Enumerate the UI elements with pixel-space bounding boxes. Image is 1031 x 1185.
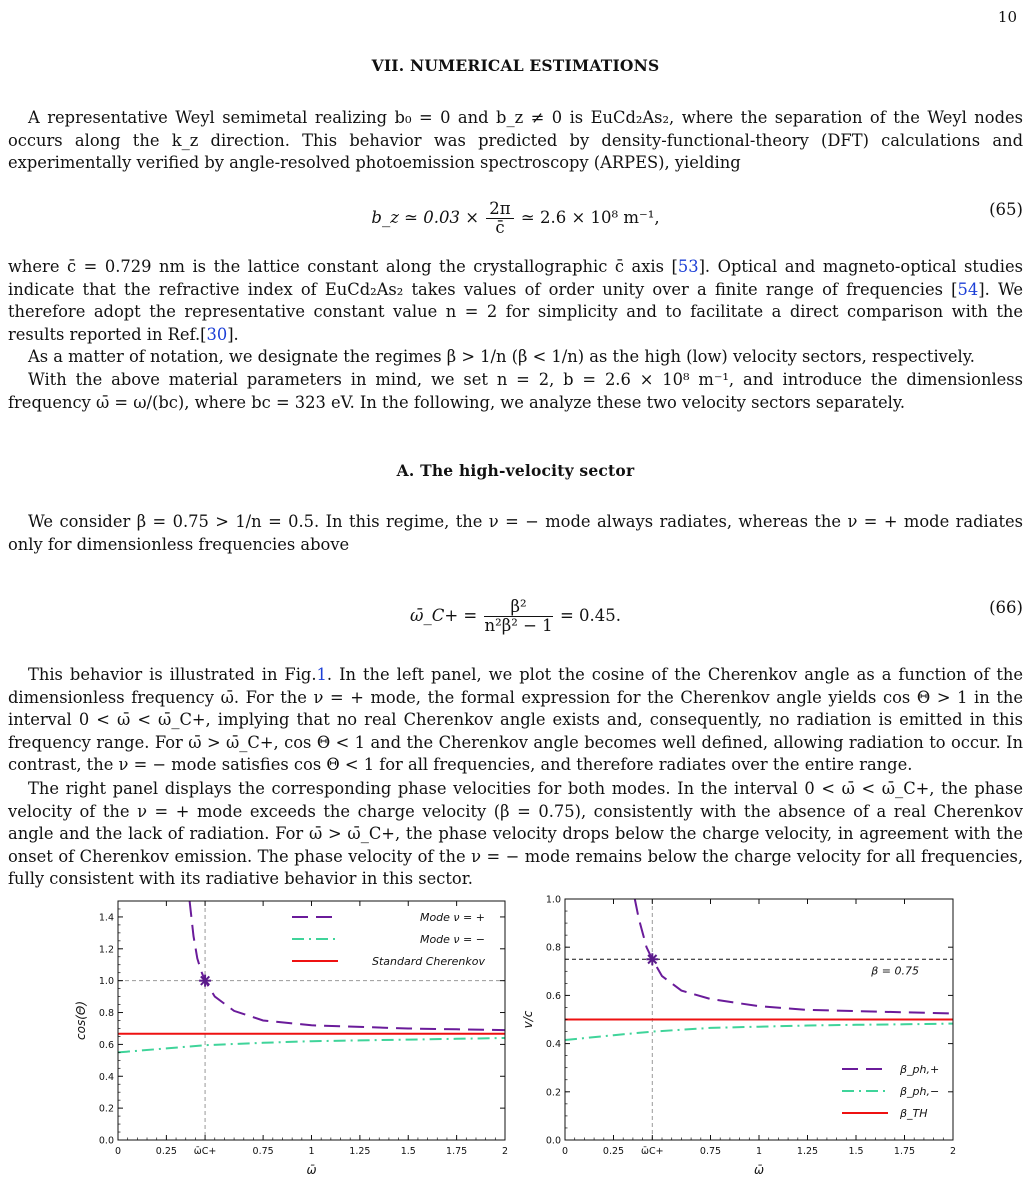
chart0-x-tick-label: 0.25 (155, 1146, 177, 1157)
chart1-x-tick-label: 0 (561, 1146, 569, 1157)
chart0-y-axis-label: cos(Θ) (74, 1001, 88, 1040)
eq65-numerator: 2π (486, 200, 513, 219)
citation-30[interactable]: 30 (206, 324, 228, 344)
chart0-x-tick-label: 1.25 (349, 1146, 371, 1157)
eq65-lhs: b_z ≃ 0.03 × (371, 208, 480, 227)
figure-reference[interactable]: 1 (316, 665, 327, 684)
subsection-heading-a: A. The high-velocity sector (396, 461, 635, 480)
chart1-x-tick-label: 1.25 (796, 1146, 819, 1157)
chart1-x-tick-label: 2 (949, 1146, 957, 1157)
chart0-y-tick-label: 0.8 (98, 1008, 114, 1020)
eq66-lhs: ω̄_C+ = (409, 606, 478, 625)
chart1-series-0-line (635, 899, 953, 1014)
chart1-x-tick-label: ω̄C+ (641, 1146, 664, 1157)
chart0-y-tick-label: 1.0 (98, 976, 114, 988)
chart0-x-tick-label: 2 (501, 1146, 509, 1157)
p6-text-b: . In the left panel, we plot the cosine of the Cherenkov angle as a function of the dimensionless frequency ω̄. For the ν = + mode, the formal expression for the Cherenkov angle yields cos Θ > 1 in the interval 0 < ω̄ < ω̄_C+, implying that no real Cherenkov angle exists and, consequently, no radiation is emitted in this frequency range. For ω̄ > ω̄_C+, cos Θ < 1 and the Cherenkov angle becomes well defined, allowing radiation to occur. In contrast, the ν = − mode satisfies cos Θ < 1 for all frequencies, and therefore radiates over the entire range. (8, 665, 1023, 775)
chart0-y-tick-label: 0.6 (98, 1039, 114, 1051)
chart0-x-tick-label: ω̄C+ (193, 1146, 217, 1157)
paragraph-3: As a matter of notation, we designate the regimes β > 1/n (β < 1/n) as the high (low) velocity sectors, respectively. (28, 347, 975, 366)
paragraph-1: A representative Weyl semimetal realizing b₀ = 0 and b_z ≠ 0 is EuCd₂As₂, where the separation of the Weyl nodes occurs along the k_z direction. This behavior was predicted by density-functional-theory (DFT) calculations and experimentally verified by angle-resolved photoemission spectroscopy (ARPES), yielding (8, 108, 1023, 173)
paragraph-4: With the above material parameters in mind, we set n = 2, b = 2.6 × 10⁸ m⁻¹, and introduce the dimensionless frequency ω̄ = ω/(bc), where bc = 323 eV. In the following, we analyze these two velocity sectors separately. (8, 370, 1023, 412)
chart0-y-tick-label: 0.4 (98, 1071, 114, 1083)
chart1-legend-label: β_ph,− (900, 1085, 940, 1098)
paragraph-7: The right panel displays the corresponding phase velocities for both modes. In the interval 0 < ω̄ < ω̄_C+, the phase velocity of the ν = + mode exceeds the charge velocity (β = 0.75), consistently with the absence of a real Cherenkov angle and the lack of radiation. For ω̄ > ω̄_C+, the phase velocity drops below the charge velocity, in agreement with the onset of Cherenkov emission. The phase velocity of the ν = − mode remains below the charge velocity for all frequencies, fully consistent with its radiative behavior in this sector. (8, 779, 1023, 889)
chart-left-cos-theta (60, 893, 515, 1183)
paragraph-2 (8, 256, 1023, 346)
chart0-x-tick-label: 0.75 (252, 1146, 274, 1157)
chart1-y-tick-label: 1.0 (545, 894, 561, 906)
chart-right-phase-velocity (510, 893, 965, 1183)
chart1-y-tick-label: 0.8 (545, 942, 561, 954)
section-heading-vii: VII. NUMERICAL ESTIMATIONS (371, 56, 660, 75)
chart1-x-axis-label: ω̄ (753, 1163, 765, 1177)
p2-text-a: where c̄ = 0.729 nm is the lattice constant along the crystallographic c̄ axis [ (8, 257, 678, 276)
chart0-legend-label: Standard Cherenkov (371, 955, 485, 968)
chart0-y-tick-label: 0.2 (98, 1103, 114, 1115)
chart0-marker-star (199, 975, 211, 987)
chart1-y-tick-label: 0.4 (545, 1039, 561, 1051)
eq66-rhs: = 0.45. (559, 606, 621, 625)
eq66-denominator: n²β² − 1 (484, 616, 553, 635)
chart1-y-axis-label: v/c (521, 1010, 535, 1029)
chart1-y-tick-label: 0.2 (545, 1087, 561, 1099)
eq65-rhs: ≃ 2.6 × 10⁸ m⁻¹, (520, 208, 660, 227)
chart1-legend-label: β_TH (900, 1107, 928, 1120)
page-number: 10 (997, 8, 1017, 26)
chart1-x-tick-label: 1.5 (848, 1146, 864, 1157)
chart0-x-tick-label: 0 (114, 1146, 122, 1157)
equation-number-66: (66) (989, 598, 1023, 617)
eq66-numerator: β² (484, 598, 552, 617)
equation-number-65: (65) (989, 200, 1023, 219)
p6-text-a: This behavior is illustrated in Fig. (28, 665, 317, 684)
chart0-y-tick-label: 0.0 (98, 1135, 114, 1147)
citation-53[interactable]: 53 (677, 257, 699, 276)
chart0-y-tick-label: 1.2 (98, 944, 114, 956)
chart1-y-tick-label: 0.0 (545, 1135, 561, 1147)
chart0-y-tick-label: 1.4 (98, 912, 114, 924)
p2-text-d: ]. (227, 324, 239, 344)
chart0-x-tick-label: 1 (308, 1146, 315, 1157)
chart1-x-tick-label: 1 (755, 1146, 763, 1157)
p2-text-b: ]. Optical and magneto-optical studies indicate that the refractive index of EuCd₂As₂ takes values of order unity over a finite range of frequencies [ (8, 257, 1023, 299)
p2-text-c: ]. We therefore adopt the representative constant value n = 2 for simplicity and to facilitate a direct comparison with the results reported in Ref.[ (8, 279, 1023, 344)
chart0-x-axis-label: ω̄ (306, 1163, 317, 1177)
equation-65 (0, 190, 1031, 236)
chart1-x-tick-label: 0.75 (699, 1146, 722, 1157)
citation-54[interactable]: 54 (957, 279, 979, 299)
chart1-marker-star (646, 953, 658, 965)
eq66-fraction (484, 598, 552, 635)
chart1-legend-label: β_ph,+ (900, 1063, 940, 1076)
eq65-fraction (486, 200, 513, 237)
chart0-series-1-line (118, 1038, 505, 1052)
chart1-annotation: β = 0.75 (871, 964, 919, 978)
chart1-x-tick-label: 1.75 (893, 1146, 916, 1157)
paragraph-6 (8, 664, 1023, 777)
chart0-x-tick-label: 1.5 (400, 1146, 416, 1157)
paragraph-5: We consider β = 0.75 > 1/n = 0.5. In this regime, the ν = − mode always radiates, whereas the ν = + mode radiates only for dimensionless frequencies above (8, 512, 1023, 554)
chart1-y-tick-label: 0.6 (545, 990, 561, 1002)
chart1-x-tick-label: 0.25 (602, 1146, 625, 1157)
equation-66 (0, 588, 1031, 634)
chart1-series-1-line (565, 1024, 953, 1040)
chart0-x-tick-label: 1.75 (446, 1146, 468, 1157)
eq65-denominator: c̄ (495, 218, 505, 237)
chart0-legend-label: Mode ν = − (419, 933, 485, 946)
chart0-legend-label: Mode ν = + (419, 911, 485, 924)
